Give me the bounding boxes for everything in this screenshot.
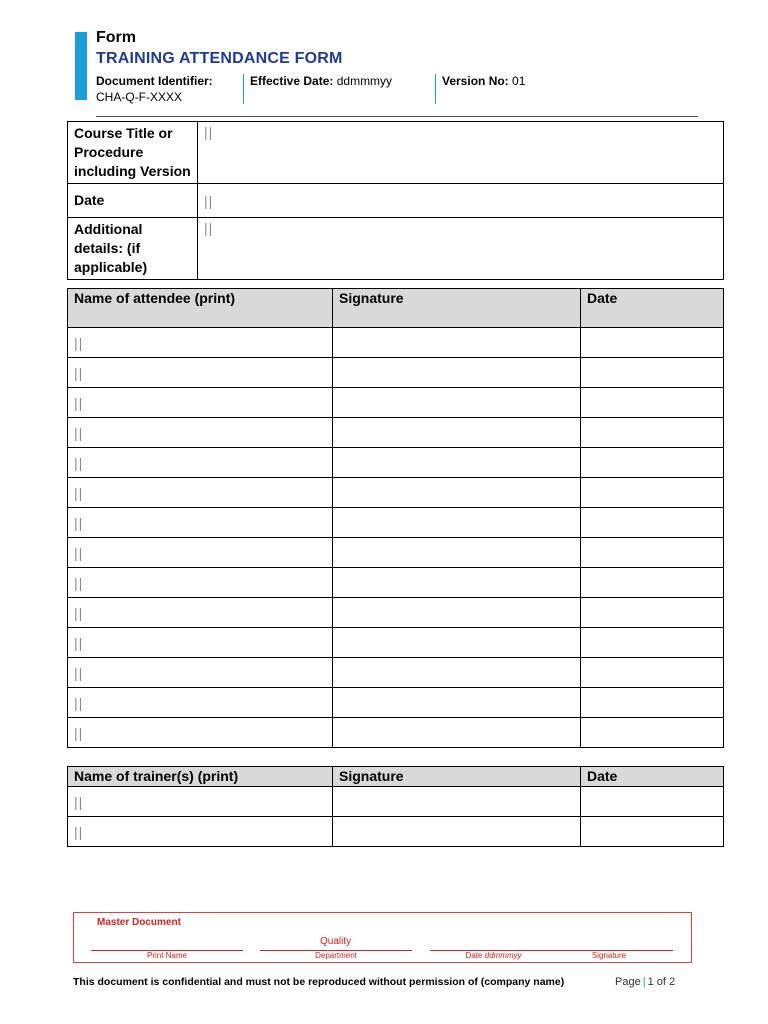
signature-cell[interactable] xyxy=(333,688,581,718)
trainer-table xyxy=(67,766,724,847)
date-cell[interactable] xyxy=(581,358,724,388)
field-placeholder: || xyxy=(74,394,84,411)
date-caption xyxy=(430,951,557,960)
date-cell[interactable] xyxy=(581,478,724,508)
attendee-row xyxy=(68,688,724,718)
date-cell[interactable] xyxy=(581,388,724,418)
attendee-row xyxy=(68,508,724,538)
name-cell[interactable] xyxy=(68,688,333,718)
course-title-row xyxy=(68,122,724,184)
field-placeholder: || xyxy=(74,574,84,591)
name-cell[interactable] xyxy=(68,658,333,688)
signature-cell[interactable] xyxy=(333,598,581,628)
confidentiality-notice: This document is confidential and must not be reproduced without permission of (company name) xyxy=(73,976,565,988)
signature-cell[interactable] xyxy=(333,328,581,358)
name-cell[interactable] xyxy=(68,508,333,538)
attendee-row xyxy=(68,418,724,448)
date-cell[interactable] xyxy=(581,598,724,628)
name-cell[interactable] xyxy=(68,718,333,748)
trainer-name-header: Name of trainer(s) (print) xyxy=(68,767,333,787)
attendee-table xyxy=(67,288,724,748)
department-caption: Department xyxy=(315,951,357,960)
field-placeholder: || xyxy=(74,793,84,810)
signature-cell[interactable] xyxy=(333,658,581,688)
name-cell[interactable] xyxy=(68,628,333,658)
field-placeholder: || xyxy=(204,220,214,236)
date-cell[interactable] xyxy=(581,448,724,478)
date-cell[interactable] xyxy=(581,418,724,448)
field-placeholder: || xyxy=(74,334,84,351)
page-indicator xyxy=(615,976,675,988)
attendee-row xyxy=(68,538,724,568)
effective-date-label: Effective Date: xyxy=(250,74,334,88)
field-placeholder: || xyxy=(74,694,84,711)
version-number xyxy=(442,73,525,89)
attendee-row xyxy=(68,628,724,658)
date-cell[interactable] xyxy=(581,328,724,358)
field-placeholder: || xyxy=(74,634,84,651)
field-placeholder: || xyxy=(74,364,84,381)
page-of: 1 of 2 xyxy=(647,976,676,988)
master-document-stamp xyxy=(73,912,692,963)
header-divider xyxy=(96,116,698,117)
effective-date-value: ddmmmyy xyxy=(336,74,393,88)
field-placeholder: || xyxy=(74,823,84,840)
signature-cell[interactable] xyxy=(333,787,581,817)
attendee-row xyxy=(68,478,724,508)
field-placeholder: || xyxy=(74,514,84,531)
field-placeholder: || xyxy=(74,424,84,441)
date-cell[interactable] xyxy=(581,718,724,748)
version-value: 01 xyxy=(512,74,526,88)
trainer-date-header: Date xyxy=(581,767,724,787)
additional-details-label xyxy=(68,218,198,280)
course-title-label: Course Title or Procedure including Version xyxy=(68,122,198,184)
signature-cell[interactable] xyxy=(333,448,581,478)
name-cell[interactable] xyxy=(68,478,333,508)
date-cell[interactable] xyxy=(581,628,724,658)
attendee-row xyxy=(68,328,724,358)
document-identifier-value: CHA-Q-F-XXXX xyxy=(96,90,183,104)
field-placeholder: || xyxy=(74,604,84,621)
course-title-field[interactable] xyxy=(198,122,724,184)
signature-caption: Signature xyxy=(591,951,627,960)
signature-cell[interactable] xyxy=(333,817,581,847)
name-cell[interactable] xyxy=(68,388,333,418)
name-cell[interactable] xyxy=(68,418,333,448)
course-date-field[interactable] xyxy=(198,184,724,218)
field-placeholder: || xyxy=(204,124,214,140)
trainer-rows xyxy=(68,787,724,847)
name-cell[interactable] xyxy=(68,568,333,598)
attendee-row xyxy=(68,388,724,418)
department-value: Quality xyxy=(320,936,352,947)
signature-cell[interactable] xyxy=(333,418,581,448)
document-identifier-label: Document Identifier: xyxy=(96,74,213,88)
course-date-label: Date xyxy=(68,184,198,218)
page-label: Page xyxy=(615,976,641,988)
form-title: TRAINING ATTENDANCE FORM xyxy=(96,50,343,67)
trainer-signature-header: Signature xyxy=(333,767,581,787)
field-placeholder: || xyxy=(74,484,84,501)
signature-cell[interactable] xyxy=(333,478,581,508)
version-label: Version No: xyxy=(442,74,509,88)
trainer-header-row xyxy=(68,767,724,787)
date-cell[interactable] xyxy=(581,817,724,847)
additional-details-row xyxy=(68,218,724,280)
master-document-title: Master Document xyxy=(97,917,181,928)
name-cell[interactable] xyxy=(68,328,333,358)
document-identifier xyxy=(96,73,213,105)
field-placeholder: || xyxy=(74,664,84,681)
course-date-row xyxy=(68,184,724,218)
trainer-row xyxy=(68,787,724,817)
additional-details-label-text: Additional details: (if applicable) xyxy=(74,221,148,275)
attendee-row xyxy=(68,358,724,388)
attendee-row xyxy=(68,658,724,688)
form-type-label: Form xyxy=(96,29,136,46)
name-cell[interactable] xyxy=(68,598,333,628)
signature-cell[interactable] xyxy=(333,538,581,568)
field-placeholder: || xyxy=(204,192,214,209)
course-info-table xyxy=(67,121,724,280)
date-cell[interactable] xyxy=(581,508,724,538)
signature-cell[interactable] xyxy=(333,508,581,538)
date-cell[interactable] xyxy=(581,658,724,688)
attendee-date-header: Date xyxy=(581,289,724,328)
name-cell[interactable] xyxy=(68,358,333,388)
signature-cell[interactable] xyxy=(333,718,581,748)
field-placeholder: || xyxy=(74,454,84,471)
print-name-caption: Print Name xyxy=(146,951,187,960)
signature-cell[interactable] xyxy=(333,568,581,598)
trainer-row xyxy=(68,817,724,847)
attendee-rows xyxy=(68,328,724,748)
effective-date xyxy=(250,73,392,89)
page-separator: | xyxy=(642,976,646,988)
name-cell[interactable] xyxy=(68,787,333,817)
attendee-row xyxy=(68,598,724,628)
date-caption-label: Date xyxy=(465,951,483,960)
name-cell[interactable] xyxy=(68,448,333,478)
date-cell[interactable] xyxy=(581,787,724,817)
attendee-name-header: Name of attendee (print) xyxy=(68,289,333,328)
date-cell[interactable] xyxy=(581,538,724,568)
meta-separator xyxy=(435,74,436,104)
attendee-row xyxy=(68,718,724,748)
date-caption-value: ddmmmyy xyxy=(484,951,522,960)
attendee-row xyxy=(68,448,724,478)
date-cell[interactable] xyxy=(581,568,724,598)
attendee-header-row xyxy=(68,289,724,328)
date-cell[interactable] xyxy=(581,688,724,718)
signature-cell[interactable] xyxy=(333,628,581,658)
meta-separator xyxy=(243,74,244,104)
signature-cell[interactable] xyxy=(333,358,581,388)
name-cell[interactable] xyxy=(68,538,333,568)
attendee-row xyxy=(68,568,724,598)
accent-bar xyxy=(75,32,87,100)
additional-details-field[interactable] xyxy=(198,218,724,280)
attendee-signature-header: Signature xyxy=(333,289,581,328)
name-cell[interactable] xyxy=(68,817,333,847)
signature-cell[interactable] xyxy=(333,388,581,418)
field-placeholder: || xyxy=(74,544,84,561)
field-placeholder: || xyxy=(74,724,84,741)
